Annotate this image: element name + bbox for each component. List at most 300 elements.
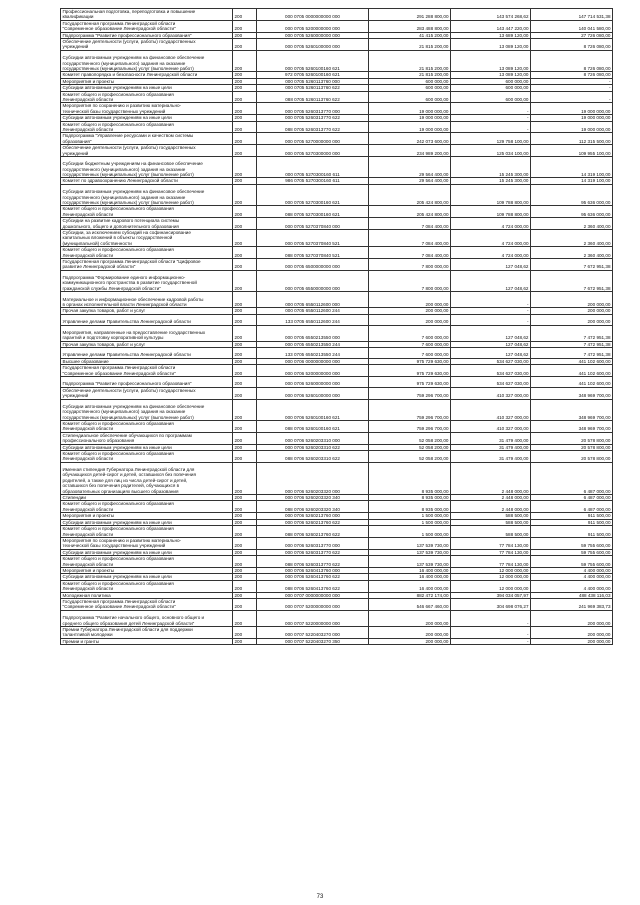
row-code-cell: 200 xyxy=(233,495,257,501)
row-unexecuted-cell: 348 969 700,00 xyxy=(531,387,613,399)
row-unexecuted-cell: 2 360 400,00 xyxy=(531,229,613,246)
row-approved-cell: 975 729 630,00 xyxy=(369,358,451,364)
row-kbk-cell: 000 0705 5270300000 000 xyxy=(257,145,369,157)
row-kbk-cell: 000 0706 5200000000 000 xyxy=(257,365,369,377)
row-executed-cell: 127 048,62 xyxy=(451,341,531,347)
row-name-cell: Подпрограмма "Развитие профессионального образования" xyxy=(61,32,233,38)
row-unexecuted-cell: 911 500,00 xyxy=(531,519,613,525)
row-kbk-cell: 088 0706 5260413760 622 xyxy=(257,580,369,592)
row-executed-cell: 109 788 800,00 xyxy=(451,206,531,218)
row-approved-cell: 242 073 600,00 xyxy=(369,133,451,145)
row-executed-cell: - xyxy=(451,610,531,626)
row-name-cell: Мероприятия и проекты xyxy=(61,513,233,519)
row-kbk-cell: 000 0705 5260313770 000 xyxy=(257,103,369,115)
row-executed-cell: - xyxy=(451,638,531,644)
row-kbk-cell: 000 0705 6550213550 244 xyxy=(257,341,369,347)
row-unexecuted-cell: 200 000,00 xyxy=(531,292,613,308)
row-executed-cell: 4 724 000,00 xyxy=(451,218,531,230)
row-code-cell: 200 xyxy=(233,292,257,308)
row-code-cell: 200 xyxy=(233,103,257,115)
row-kbk-cell: 088 0706 5260313770 622 xyxy=(257,556,369,568)
row-approved-cell: 19 000 000,00 xyxy=(369,121,451,133)
row-approved-cell: 16 400 000,00 xyxy=(369,567,451,573)
row-name-cell: Премии Губернатора Ленинградской области для поддержки талантливой молодежи xyxy=(61,626,233,638)
row-name-cell: Мероприятия по сохранению и развитию материально- технической базы государственных учреждений xyxy=(61,537,233,549)
row-kbk-cell: 000 0706 0000000000 000 xyxy=(257,358,369,364)
row-name-cell: Субсидии автономным учреждениям на иные цели xyxy=(61,85,233,91)
row-executed-cell: 588 500,00 xyxy=(451,519,531,525)
table-row xyxy=(61,387,613,399)
row-kbk-cell: 986 0705 5270300160 611 xyxy=(257,178,369,184)
row-kbk-cell: 000 0706 5260213760 000 xyxy=(257,513,369,519)
row-approved-cell: 1 500 000,00 xyxy=(369,519,451,525)
row-executed-cell: - xyxy=(451,314,531,325)
row-code-cell: 200 xyxy=(233,157,257,178)
row-kbk-cell: 000 0707 5220403270 350 xyxy=(257,638,369,644)
row-code-cell: 200 xyxy=(233,247,257,259)
table-row xyxy=(61,247,613,259)
row-approved-cell: 200 000,00 xyxy=(369,308,451,314)
table-row xyxy=(61,103,613,115)
row-approved-cell: 8 935 000,00 xyxy=(369,501,451,513)
row-code-cell: 200 xyxy=(233,537,257,549)
table-row xyxy=(61,365,613,377)
row-kbk-cell: 000 0706 5260203310 622 xyxy=(257,444,369,450)
row-approved-cell: 7 600 000,00 xyxy=(369,325,451,341)
table-row xyxy=(61,348,613,359)
row-code-cell: 200 xyxy=(233,626,257,638)
row-kbk-cell: 088 0705 5270370840 521 xyxy=(257,247,369,259)
row-approved-cell: 8 935 000,00 xyxy=(369,495,451,501)
row-executed-cell: - xyxy=(451,115,531,121)
row-code-cell: 200 xyxy=(233,115,257,121)
row-executed-cell: 129 758 100,00 xyxy=(451,133,531,145)
row-unexecuted-cell: 14 319 100,00 xyxy=(531,157,613,178)
row-approved-cell: 21 815 200,00 xyxy=(369,72,451,78)
row-name-cell: Комитет общего и профессионального образования Ленинградской области xyxy=(61,451,233,463)
row-executed-cell: 4 724 000,00 xyxy=(451,229,531,246)
row-approved-cell: 600 000,00 xyxy=(369,78,451,84)
table-row xyxy=(61,292,613,308)
row-code-cell: 200 xyxy=(233,610,257,626)
row-approved-cell: 19 000 000,00 xyxy=(369,103,451,115)
table-row xyxy=(61,421,613,433)
row-kbk-cell: 088 0706 5260203320 340 xyxy=(257,501,369,513)
row-name-cell: Материальное и информационное обеспечение кадровой работы в органах исполнительной власти Ленинградской области xyxy=(61,292,233,308)
row-name-cell: Субсидии автономным учреждениям на иные цели xyxy=(61,574,233,580)
row-approved-cell: 137 539 730,00 xyxy=(369,549,451,555)
table-row xyxy=(61,259,613,271)
row-executed-cell: - xyxy=(451,292,531,308)
row-code-cell: 200 xyxy=(233,526,257,538)
row-unexecuted-cell: 4 400 000,00 xyxy=(531,580,613,592)
table-row xyxy=(61,626,613,638)
table-row xyxy=(61,145,613,157)
row-executed-cell: 13 089 120,00 xyxy=(451,50,531,71)
row-code-cell: 200 xyxy=(233,85,257,91)
row-approved-cell: 200 000,00 xyxy=(369,626,451,638)
row-code-cell: 200 xyxy=(233,549,257,555)
row-executed-cell: 12 000 000,00 xyxy=(451,574,531,580)
row-unexecuted-cell: 7 472 951,38 xyxy=(531,325,613,341)
table-row xyxy=(61,121,613,133)
row-executed-cell: 31 479 400,00 xyxy=(451,432,531,444)
row-code-cell: 200 xyxy=(233,556,257,568)
row-kbk-cell: 000 0707 5220403270 000 xyxy=(257,626,369,638)
row-name-cell: Комитет общего и профессионального образования Ленинградской области xyxy=(61,421,233,433)
row-name-cell: Комитет правопорядка и безопасности Ленинградской области xyxy=(61,72,233,78)
row-unexecuted-cell: 488 438 116,03 xyxy=(531,592,613,598)
row-code-cell: 200 xyxy=(233,39,257,51)
row-kbk-cell: 000 0705 0000000000 000 xyxy=(257,9,369,21)
row-kbk-cell: 000 0706 5260100000 000 xyxy=(257,387,369,399)
row-kbk-cell: 000 0705 5270370840 521 xyxy=(257,229,369,246)
table-row xyxy=(61,9,613,21)
row-code-cell: 200 xyxy=(233,592,257,598)
row-kbk-cell: 000 0707 0000000000 000 xyxy=(257,592,369,598)
row-kbk-cell: 000 0706 5260203310 000 xyxy=(257,432,369,444)
table-row xyxy=(61,556,613,568)
row-approved-cell: 7 600 000,00 xyxy=(369,341,451,347)
row-approved-cell: 205 424 800,00 xyxy=(369,206,451,218)
row-kbk-cell: 000 0705 5260113760 622 xyxy=(257,85,369,91)
row-code-cell: 200 xyxy=(233,519,257,525)
budget-execution-table xyxy=(60,8,613,645)
row-executed-cell: 109 788 800,00 xyxy=(451,184,531,205)
row-code-cell: 200 xyxy=(233,451,257,463)
row-executed-cell: 31 479 400,00 xyxy=(451,451,531,463)
row-executed-cell: 13 089 120,00 xyxy=(451,39,531,51)
row-code-cell: 200 xyxy=(233,462,257,494)
table-row xyxy=(61,218,613,230)
row-name-cell: Комитет общего и профессионального образования Ленинградской области xyxy=(61,526,233,538)
row-kbk-cell: 000 0706 5260100160 621 xyxy=(257,399,369,420)
row-approved-cell: 137 539 730,00 xyxy=(369,537,451,549)
row-code-cell: 200 xyxy=(233,72,257,78)
table-row xyxy=(61,598,613,610)
row-unexecuted-cell: 200 000,00 xyxy=(531,314,613,325)
row-name-cell: Комитет общего и профессионального образования Ленинградской области xyxy=(61,556,233,568)
table-row xyxy=(61,184,613,205)
row-code-cell: 200 xyxy=(233,638,257,644)
table-row xyxy=(61,526,613,538)
row-approved-cell: 8 935 000,00 xyxy=(369,462,451,494)
row-name-cell: Субсидии автономным учреждениям на финансовое обеспечение государственного (муниципального) задания на оказание государственных (муниципальных) услуг (выполнение работ) xyxy=(61,184,233,205)
row-approved-cell: 283 488 800,00 xyxy=(369,20,451,32)
row-code-cell: 200 xyxy=(233,206,257,218)
table-row xyxy=(61,432,613,444)
row-name-cell: Прочая закупка товаров, работ и услуг xyxy=(61,308,233,314)
row-unexecuted-cell: 6 487 000,00 xyxy=(531,501,613,513)
row-name-cell: Подпрограмма "Развитие профессионального образования" xyxy=(61,377,233,388)
row-approved-cell: 200 000,00 xyxy=(369,292,451,308)
row-unexecuted-cell: 8 726 080,00 xyxy=(531,72,613,78)
row-executed-cell: 304 698 076,27 xyxy=(451,598,531,610)
row-name-cell: Именная стипендия Губернатора Ленинградской области для обучающихся детей-сирот и детей, оставшихся без попечения родителей, а также для лиц из числа детей-сирот и детей, оставшихся без попечения родителей, обучающихся в образовательных организациях высшего образования xyxy=(61,462,233,494)
row-unexecuted-cell: 6 487 000,00 xyxy=(531,462,613,494)
row-kbk-cell: 000 0706 5260203320 340 xyxy=(257,495,369,501)
row-executed-cell: 410 327 000,00 xyxy=(451,387,531,399)
row-unexecuted-cell: 4 400 000,00 xyxy=(531,567,613,573)
row-approved-cell: 21 815 200,00 xyxy=(369,39,451,51)
row-unexecuted-cell: 19 000 000,00 xyxy=(531,121,613,133)
row-unexecuted-cell: 441 102 600,00 xyxy=(531,365,613,377)
row-code-cell: 200 xyxy=(233,145,257,157)
row-executed-cell: 534 627 030,00 xyxy=(451,365,531,377)
row-kbk-cell: 000 0705 5270300160 621 xyxy=(257,184,369,205)
row-approved-cell: 7 600 000,00 xyxy=(369,348,451,359)
row-kbk-cell: 000 0705 5260100000 000 xyxy=(257,39,369,51)
page-number: 73 xyxy=(316,894,324,900)
row-executed-cell: 600 000,00 xyxy=(451,78,531,84)
row-name-cell: Субсидии автономным учреждениям на финансовое обеспечение государственного (муниципального) задания на оказание государственных (муниципальных) услуг (выполнение работ) xyxy=(61,50,233,71)
row-kbk-cell: 000 0705 6550112600 000 xyxy=(257,292,369,308)
table-row xyxy=(61,133,613,145)
row-approved-cell: 41 415 200,00 xyxy=(369,32,451,38)
table-row xyxy=(61,91,613,103)
row-approved-cell: 52 058 200,00 xyxy=(369,432,451,444)
row-unexecuted-cell: 109 955 100,00 xyxy=(531,145,613,157)
row-executed-cell: 77 784 130,00 xyxy=(451,549,531,555)
row-approved-cell: 600 000,00 xyxy=(369,91,451,103)
row-unexecuted-cell: 147 714 531,38 xyxy=(531,9,613,21)
row-executed-cell: - xyxy=(451,121,531,133)
row-name-cell: Обеспечение деятельности (услуги, работы) государственных учреждений xyxy=(61,145,233,157)
row-unexecuted-cell: 59 755 600,00 xyxy=(531,537,613,549)
row-name-cell: Молодежная политика xyxy=(61,592,233,598)
row-unexecuted-cell: 2 360 400,00 xyxy=(531,218,613,230)
row-unexecuted-cell: 441 102 600,00 xyxy=(531,358,613,364)
row-approved-cell: 600 000,00 xyxy=(369,85,451,91)
row-kbk-cell: 000 0706 5260203320 000 xyxy=(257,462,369,494)
row-approved-cell: 16 400 000,00 xyxy=(369,580,451,592)
row-name-cell: Премии и гранты xyxy=(61,638,233,644)
row-approved-cell: 546 667 460,00 xyxy=(369,598,451,610)
row-code-cell: 200 xyxy=(233,50,257,71)
table-row xyxy=(61,462,613,494)
row-unexecuted-cell: 59 755 600,00 xyxy=(531,556,613,568)
row-kbk-cell: 000 0705 5260000000 000 xyxy=(257,32,369,38)
row-name-cell: Государственная программа Ленинградской области "Современное образование Ленинградской области" xyxy=(61,598,233,610)
row-executed-cell: 2 448 000,00 xyxy=(451,495,531,501)
row-approved-cell: 200 000,00 xyxy=(369,314,451,325)
row-approved-cell: 975 729 630,00 xyxy=(369,377,451,388)
row-code-cell: 200 xyxy=(233,574,257,580)
row-approved-cell: 759 296 700,00 xyxy=(369,421,451,433)
row-kbk-cell: 000 0705 6550000000 000 xyxy=(257,270,369,291)
row-code-cell: 200 xyxy=(233,270,257,291)
row-executed-cell: 77 784 130,00 xyxy=(451,556,531,568)
row-name-cell: Субсидии на развитие кадрового потенциала системы дошкольного, общего и дополнительного образования xyxy=(61,218,233,230)
row-unexecuted-cell: - xyxy=(531,78,613,84)
row-unexecuted-cell: 27 726 080,00 xyxy=(531,32,613,38)
row-code-cell: 200 xyxy=(233,78,257,84)
row-executed-cell: - xyxy=(451,626,531,638)
row-executed-cell: 12 000 000,00 xyxy=(451,580,531,592)
row-executed-cell: 2 448 000,00 xyxy=(451,501,531,513)
row-executed-cell: 600 000,00 xyxy=(451,91,531,103)
row-executed-cell: 534 627 030,00 xyxy=(451,358,531,364)
row-executed-cell: - xyxy=(451,103,531,115)
row-executed-cell: 127 048,62 xyxy=(451,259,531,271)
row-unexecuted-cell: 348 969 700,00 xyxy=(531,399,613,420)
row-code-cell: 200 xyxy=(233,20,257,32)
row-executed-cell: 588 500,00 xyxy=(451,526,531,538)
row-code-cell: 200 xyxy=(233,444,257,450)
row-code-cell: 200 xyxy=(233,387,257,399)
row-approved-cell: 975 729 630,00 xyxy=(369,365,451,377)
row-executed-cell: 394 034 057,97 xyxy=(451,592,531,598)
row-unexecuted-cell: 2 360 400,00 xyxy=(531,247,613,259)
row-name-cell: Стипендии xyxy=(61,495,233,501)
row-approved-cell: 29 564 400,00 xyxy=(369,178,451,184)
row-unexecuted-cell: 95 636 000,00 xyxy=(531,206,613,218)
row-name-cell: Прочая закупка товаров, работ и услуг xyxy=(61,341,233,347)
row-executed-cell: 127 048,62 xyxy=(451,325,531,341)
row-unexecuted-cell: 19 000 000,00 xyxy=(531,103,613,115)
row-code-cell: 200 xyxy=(233,91,257,103)
row-unexecuted-cell: 19 000 000,00 xyxy=(531,115,613,121)
row-unexecuted-cell: 4 400 000,00 xyxy=(531,574,613,580)
row-kbk-cell: 000 0706 5260313770 622 xyxy=(257,549,369,555)
row-unexecuted-cell: 20 578 800,00 xyxy=(531,432,613,444)
row-kbk-cell: 133 0705 6550112600 244 xyxy=(257,314,369,325)
row-unexecuted-cell: 20 578 800,00 xyxy=(531,451,613,463)
row-executed-cell: 127 048,62 xyxy=(451,270,531,291)
budget-table-body xyxy=(61,9,613,645)
row-approved-cell: 7 800 000,00 xyxy=(369,270,451,291)
row-code-cell: 200 xyxy=(233,218,257,230)
row-approved-cell: 882 472 174,00 xyxy=(369,592,451,598)
row-name-cell: Комитет общего и профессионального образования Ленинградской области xyxy=(61,121,233,133)
row-unexecuted-cell: - xyxy=(531,91,613,103)
table-row xyxy=(61,206,613,218)
table-row xyxy=(61,638,613,644)
row-kbk-cell: 088 0705 5260113760 622 xyxy=(257,91,369,103)
row-executed-cell: 12 000 000,00 xyxy=(451,567,531,573)
row-code-cell: 200 xyxy=(233,432,257,444)
row-code-cell: 200 xyxy=(233,229,257,246)
row-name-cell: Комитет общего и профессионального образования Ленинградской области xyxy=(61,247,233,259)
row-kbk-cell: 000 0705 5270300160 611 xyxy=(257,157,369,178)
row-unexecuted-cell: 200 000,00 xyxy=(531,626,613,638)
table-row xyxy=(61,537,613,549)
row-name-cell: Субсидии, за исключением субсидий на софинансирование капитальных вложений в объекты государственной (муниципальной) собственности xyxy=(61,229,233,246)
row-name-cell: Профессиональная подготовка, переподготовка и повышение квалификации xyxy=(61,9,233,21)
row-kbk-cell: 000 0705 6550213550 000 xyxy=(257,325,369,341)
row-code-cell: 200 xyxy=(233,9,257,21)
row-name-cell: Высшее образование xyxy=(61,358,233,364)
row-code-cell: 200 xyxy=(233,32,257,38)
row-kbk-cell: 088 0706 5260203310 622 xyxy=(257,451,369,463)
row-kbk-cell: 000 0705 6550112600 244 xyxy=(257,308,369,314)
row-name-cell: Обеспечение деятельности (услуги, работы) государственных учреждений xyxy=(61,39,233,51)
row-kbk-cell: 088 0706 5260213760 622 xyxy=(257,526,369,538)
row-executed-cell: 4 724 000,00 xyxy=(451,247,531,259)
row-kbk-cell: 000 0707 5220000000 000 xyxy=(257,610,369,626)
row-code-cell: 200 xyxy=(233,314,257,325)
row-unexecuted-cell: 14 319 100,00 xyxy=(531,178,613,184)
row-name-cell: Подпрограмма "Формирование единого информационно- коммуникационного пространства в развитие государственной гражданской службы Ленинградской области" xyxy=(61,270,233,291)
row-code-cell: 200 xyxy=(233,133,257,145)
table-row xyxy=(61,501,613,513)
row-executed-cell: 31 479 400,00 xyxy=(451,444,531,450)
row-executed-cell: 600 000,00 xyxy=(451,85,531,91)
row-unexecuted-cell: 7 672 951,38 xyxy=(531,270,613,291)
row-unexecuted-cell: 8 726 080,00 xyxy=(531,50,613,71)
row-approved-cell: 234 989 200,00 xyxy=(369,145,451,157)
row-kbk-cell: 000 0707 5200000000 000 xyxy=(257,598,369,610)
row-name-cell: Субсидии автономным учреждениям на иные цели xyxy=(61,549,233,555)
row-approved-cell: 205 424 800,00 xyxy=(369,184,451,205)
row-approved-cell: 759 296 700,00 xyxy=(369,399,451,420)
row-executed-cell: 13 689 120,00 xyxy=(451,32,531,38)
row-kbk-cell: 000 0705 5260313770 622 xyxy=(257,115,369,121)
row-executed-cell: 410 327 000,00 xyxy=(451,421,531,433)
row-approved-cell: 16 400 000,00 xyxy=(369,574,451,580)
table-row xyxy=(61,157,613,178)
row-kbk-cell: 000 0705 5260100160 621 xyxy=(257,50,369,71)
row-executed-cell: 143 574 268,62 xyxy=(451,9,531,21)
row-approved-cell: 52 058 200,00 xyxy=(369,451,451,463)
row-unexecuted-cell: 7 672 951,38 xyxy=(531,259,613,271)
row-name-cell: Мероприятия, направленные на предоставление государственных гарантий и подготовку корпоративной культуры xyxy=(61,325,233,341)
row-unexecuted-cell: 20 578 800,00 xyxy=(531,444,613,450)
row-approved-cell: 7 084 400,00 xyxy=(369,218,451,230)
row-code-cell: 200 xyxy=(233,365,257,377)
row-executed-cell: 2 448 000,00 xyxy=(451,462,531,494)
row-unexecuted-cell: 95 636 000,00 xyxy=(531,184,613,205)
row-name-cell: Субсидии автономным учреждениям на иные цели xyxy=(61,519,233,525)
row-unexecuted-cell: 241 969 383,73 xyxy=(531,598,613,610)
row-unexecuted-cell: 200 000,00 xyxy=(531,308,613,314)
table-row xyxy=(61,229,613,246)
row-code-cell: 200 xyxy=(233,308,257,314)
row-approved-cell: 7 084 400,00 xyxy=(369,229,451,246)
row-code-cell: 200 xyxy=(233,513,257,519)
row-code-cell: 200 xyxy=(233,399,257,420)
row-name-cell: Государственная программа Ленинградской области "Цифровое развитие Ленинградской области" xyxy=(61,259,233,271)
row-name-cell: Управление делами Правительства Ленинградской области xyxy=(61,314,233,325)
row-approved-cell: 1 500 000,00 xyxy=(369,513,451,519)
row-code-cell: 200 xyxy=(233,377,257,388)
row-approved-cell: 19 000 000,00 xyxy=(369,115,451,121)
row-kbk-cell: 088 0706 5260100160 621 xyxy=(257,421,369,433)
row-kbk-cell: 000 0705 5200000000 000 xyxy=(257,20,369,32)
row-approved-cell: 1 500 000,00 xyxy=(369,526,451,538)
row-code-cell: 200 xyxy=(233,259,257,271)
row-name-cell: Мероприятия и проекты xyxy=(61,78,233,84)
row-unexecuted-cell: 348 969 700,00 xyxy=(531,421,613,433)
row-unexecuted-cell: 200 000,00 xyxy=(531,610,613,626)
row-approved-cell: 200 000,00 xyxy=(369,610,451,626)
table-row xyxy=(61,377,613,388)
row-name-cell: Субсидии автономным учреждениям на иные цели xyxy=(61,444,233,450)
row-executed-cell: 13 089 120,00 xyxy=(451,72,531,78)
row-unexecuted-cell: 6 487 000,00 xyxy=(531,495,613,501)
row-kbk-cell: 000 0705 5270370840 000 xyxy=(257,218,369,230)
row-executed-cell: 588 500,00 xyxy=(451,513,531,519)
row-name-cell: Государственная программа Ленинградской области "Современное образование Ленинградской области" xyxy=(61,20,233,32)
row-name-cell: Управление делами Правительства Ленинградской области xyxy=(61,348,233,359)
row-name-cell: Подпрограмма "Управление ресурсами и качеством системы образования" xyxy=(61,133,233,145)
row-unexecuted-cell: 911 500,00 xyxy=(531,513,613,519)
table-row xyxy=(61,270,613,291)
row-executed-cell: 15 245 300,00 xyxy=(451,178,531,184)
table-row xyxy=(61,325,613,341)
row-name-cell: Субсидии автономным учреждениям на финансовое обеспечение государственного (муниципального) задания на оказание государственных (муниципальных) услуг (выполнение работ) xyxy=(61,399,233,420)
row-executed-cell: 534 627 030,00 xyxy=(451,377,531,388)
